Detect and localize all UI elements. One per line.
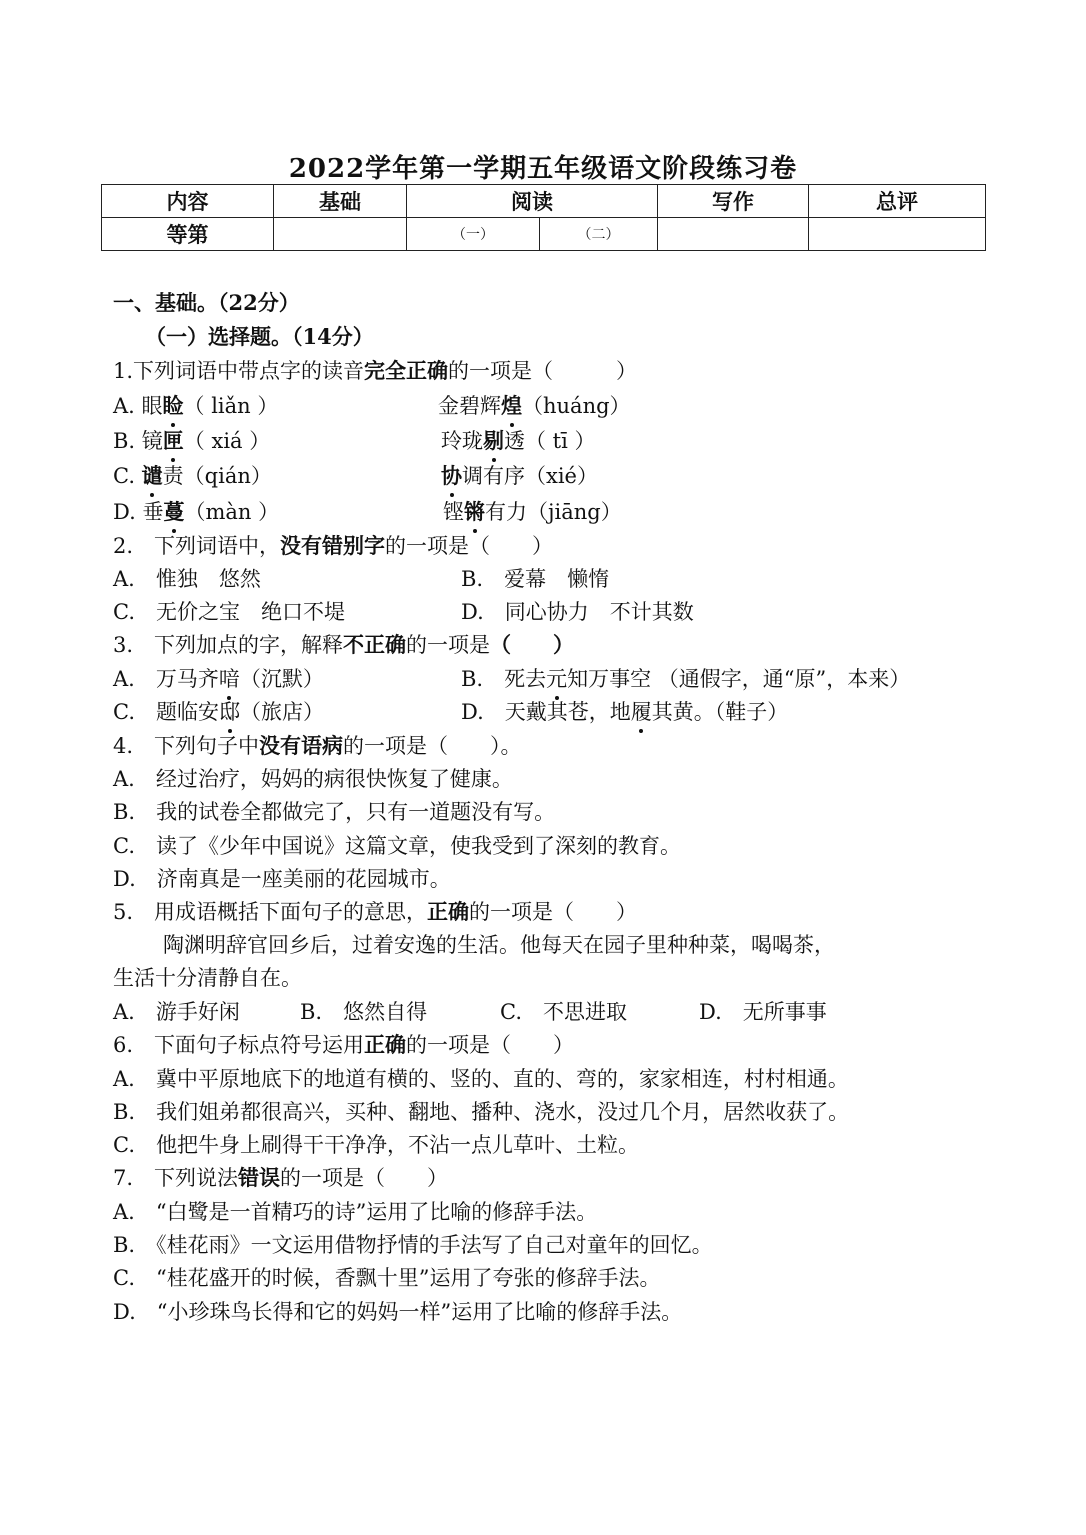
q1-option-d[interactable]: D. 垂蔓（màn ） [113, 497, 279, 527]
dotted-char: 元 [546, 664, 567, 694]
q1-option-b[interactable]: B. 镜匣（ xiá ） [113, 426, 270, 456]
cell-writing-grade[interactable] [658, 218, 809, 251]
grade-table-header-row [102, 185, 986, 218]
dotted-char: 煌 [501, 391, 522, 421]
grade-table [101, 184, 986, 251]
q4-key: 没有语病 [259, 733, 344, 758]
q6-option-a[interactable]: A. 冀中平原地底下的地道有横的、竖的、直的、弯的，家家相连，村村相通。 [113, 1067, 849, 1091]
q5-key: 正确 [427, 899, 470, 924]
cell-basics-grade[interactable] [274, 218, 407, 251]
dotted-char: 喑 [219, 664, 240, 694]
q3-option-b[interactable]: B. 死去元知万事空 （通假字，通“原”，本来） [461, 664, 910, 694]
dotted-char: 协 [441, 461, 462, 491]
q6-key: 正确 [364, 1032, 407, 1057]
q5-option-c[interactable]: C. 不思进取 [500, 1000, 627, 1024]
q1-stem-end: 的一项是（ ） [448, 359, 638, 383]
q7-option-b[interactable]: B. 《桂花雨》一文运用借物抒情的手法写了自己对童年的回忆。 [113, 1233, 713, 1257]
cell-overall-grade[interactable] [809, 218, 986, 251]
q5-option-a[interactable]: A. 游手好闲 [113, 1000, 240, 1024]
dotted-char: 履 [631, 697, 652, 727]
q1-stem: 1.下列词语中带点字的读音 [113, 359, 365, 383]
cell-writing: 写作 [658, 185, 809, 218]
q1-option-a[interactable]: A. 眼睑（ liǎn ） [113, 391, 278, 421]
question-2: 2. 下列词语中，没有错别字的一项是（ ） [113, 533, 554, 558]
dotted-char: 谴 [142, 461, 163, 491]
q7-option-a[interactable]: A. “白鹭是一首精巧的诗”运用了比喻的修辞手法。 [113, 1200, 598, 1224]
dotted-char: 睑 [163, 391, 184, 421]
q3-option-a[interactable]: A. 万马齐喑（沉默） [113, 664, 324, 694]
q4-option-b[interactable]: B. 我的试卷全都做完了，只有一道题没有写。 [113, 800, 556, 824]
section-heading: 一、基础。（22分） [113, 290, 300, 315]
q1-key: 完全正确 [364, 358, 449, 383]
question-3: 3. 下列加点的字，解释不正确的一项是（ ） [113, 632, 575, 657]
q5-passage-line1: 陶渊明辞官回乡后，过着安逸的生活。他每天在园子里种种菜，喝喝茶， [163, 933, 835, 957]
q2-option-a[interactable]: A. 惟独 悠然 [113, 567, 261, 591]
question-7: 7. 下列说法错误的一项是（ ） [113, 1165, 449, 1190]
question-5: 5. 用成语概括下面句子的意思，正确的一项是（ ） [113, 899, 638, 924]
cell-reading: 阅读 [407, 185, 658, 218]
q1-option-b-word2: 玲珑剔透（ tī ） [441, 426, 596, 456]
cell-reading-1[interactable]: （一） [407, 218, 540, 251]
dotted-char: 邸 [219, 697, 240, 727]
dotted-char: 锵 [464, 497, 485, 527]
cell-overall: 总评 [809, 185, 986, 218]
q2-option-d[interactable]: D. 同心协力 不计其数 [461, 600, 694, 624]
question-1 [113, 356, 637, 386]
dotted-char: 匣 [163, 426, 184, 456]
q2-option-c[interactable]: C. 无价之宝 绝口不堤 [113, 600, 345, 624]
q4-option-c[interactable]: C. 读了《少年中国说》这篇文章，使我受到了深刻的教育。 [113, 834, 681, 858]
q3-option-c[interactable]: C. 题临安邸（旅店） [113, 697, 324, 727]
q6-option-b[interactable]: B. 我们姐弟都很高兴，买种、翻地、播种、浇水，没过几个月，居然收获了。 [113, 1100, 850, 1124]
q5-option-d[interactable]: D. 无所事事 [699, 1000, 827, 1024]
q3-option-d[interactable]: D. 天戴其苍，地履其黄。（鞋子） [461, 697, 788, 727]
q7-option-c[interactable]: C. “桂花盛开的时候，香飘十里”运用了夸张的修辞手法。 [113, 1266, 661, 1290]
dotted-char: 剔 [483, 426, 504, 456]
q1-option-a-word2: 金碧辉煌（huáng） [438, 391, 631, 421]
q1-option-d-word2: 铿锵有力（jiāng） [443, 497, 622, 527]
cell-content: 内容 [102, 185, 274, 218]
subsection-heading: （一）选择题。（14分） [145, 324, 374, 349]
q4-option-a[interactable]: A. 经过治疗，妈妈的病很快恢复了健康。 [113, 767, 513, 791]
grade-table-grade-row [102, 218, 986, 251]
q5-passage-line2: 生活十分清静自在。 [113, 966, 302, 990]
q6-option-c[interactable]: C. 他把牛身上刷得干干净净，不沾一点儿草叶、土粒。 [113, 1133, 639, 1157]
q4-option-d[interactable]: D. 济南真是一座美丽的花园城市。 [113, 867, 451, 891]
cell-reading-2[interactable]: （二） [540, 218, 658, 251]
question-6: 6. 下面句子标点符号运用正确的一项是（ ） [113, 1032, 575, 1057]
q2-key: 没有错别字 [280, 533, 386, 558]
q7-key: 错误 [238, 1165, 281, 1190]
question-4: 4. 下列句子中没有语病的一项是（ ）。 [113, 733, 522, 758]
q2-option-b[interactable]: B. 爱幕 懒惰 [461, 567, 610, 591]
cell-grade-label: 等第 [102, 218, 274, 251]
q3-key: 不正确 [343, 632, 407, 657]
exam-title: 2022学年第一学期五年级语文阶段练习卷 [288, 154, 798, 184]
dotted-char: 蔓 [163, 497, 184, 527]
cell-basics: 基础 [274, 185, 407, 218]
q1-option-c-word2: 协调有序（xié） [441, 461, 598, 491]
q7-option-d[interactable]: D. “小珍珠鸟长得和它的妈妈一样”运用了比喻的修辞手法。 [113, 1300, 683, 1324]
q1-option-c[interactable]: C. 谴责（qián） [113, 461, 272, 491]
q5-option-b[interactable]: B. 悠然自得 [300, 1000, 428, 1024]
